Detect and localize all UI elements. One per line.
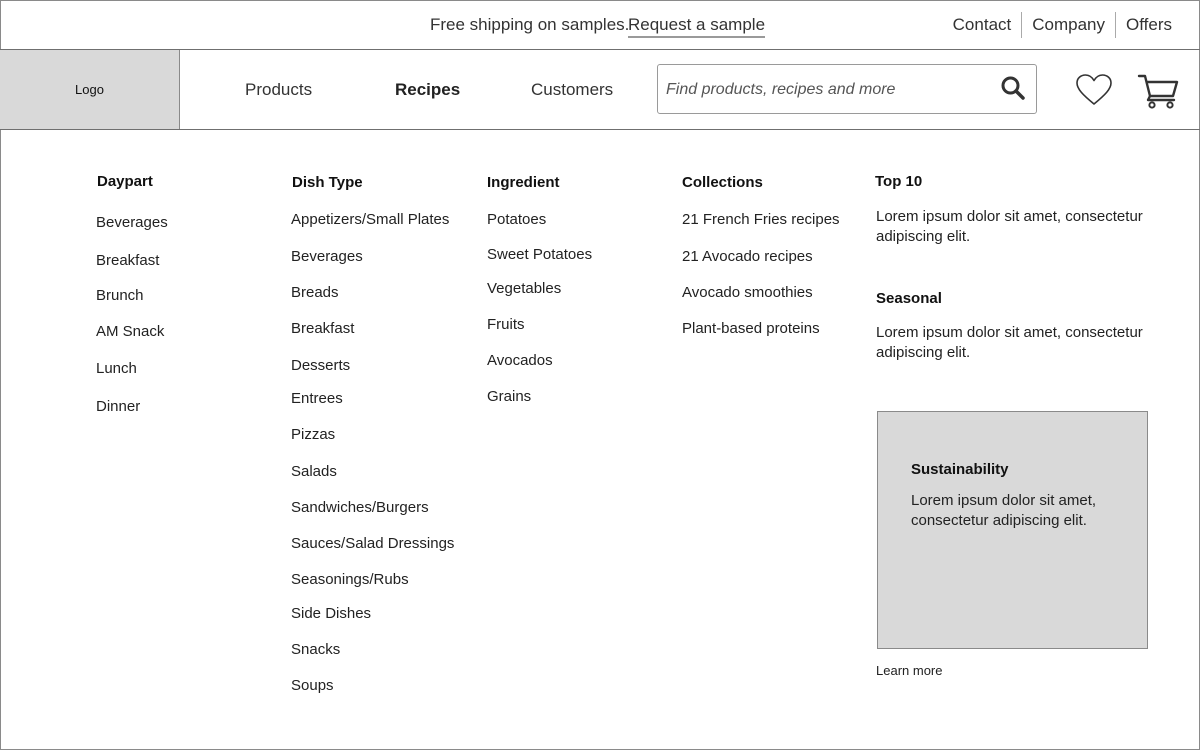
ingredient-link[interactable]: Fruits — [487, 316, 525, 333]
logo[interactable] — [0, 50, 180, 129]
search-input[interactable] — [664, 75, 988, 105]
contact-link[interactable]: Contact — [952, 15, 1012, 34]
dish-type-heading: Dish Type — [292, 174, 363, 191]
dish-type-link[interactable]: Entrees — [291, 390, 343, 407]
dish-type-link[interactable]: Breakfast — [291, 320, 355, 337]
search-box — [657, 64, 1037, 114]
utility-bar — [0, 0, 1200, 50]
heart-icon[interactable] — [1075, 73, 1113, 107]
cart-icon[interactable] — [1137, 71, 1179, 109]
request-sample-link[interactable]: Request a sample — [628, 15, 765, 38]
daypart-link[interactable]: Lunch — [96, 360, 137, 377]
dish-type-link[interactable]: Soups — [291, 677, 334, 694]
search-icon[interactable] — [1000, 75, 1026, 101]
sustainability-heading: Sustainability — [911, 461, 1009, 478]
daypart-link[interactable]: Dinner — [96, 398, 141, 415]
dish-type-link[interactable]: Snacks — [291, 641, 341, 658]
seasonal-heading[interactable]: Seasonal — [876, 290, 942, 307]
utility-links — [943, 12, 1182, 38]
top10-heading[interactable]: Top 10 — [875, 173, 923, 190]
collection-link[interactable]: Avocado smoothies — [682, 284, 813, 301]
dish-type-link[interactable]: Beverages — [291, 248, 363, 265]
collection-link[interactable]: 21 Avocado recipes — [682, 248, 813, 265]
dish-type-link[interactable]: Side Dishes — [291, 605, 372, 622]
ingredient-link[interactable]: Grains — [487, 388, 532, 405]
dish-type-link[interactable]: Sauces/Salad Dressings — [291, 535, 455, 552]
daypart-heading: Daypart — [97, 173, 153, 190]
ingredient-heading: Ingredient — [487, 174, 560, 191]
sustainability-promo-card[interactable] — [877, 411, 1148, 649]
ingredient-link[interactable]: Potatoes — [487, 211, 547, 228]
company-link[interactable]: Company — [1032, 15, 1106, 34]
dish-type-link[interactable]: Salads — [291, 463, 337, 480]
collection-link[interactable]: 21 French Fries recipes — [682, 211, 840, 228]
ingredient-link[interactable]: Sweet Potatoes — [487, 246, 593, 263]
nav-customers[interactable]: Customers — [531, 80, 614, 99]
dish-type-link[interactable]: Pizzas — [291, 426, 336, 443]
offers-link[interactable]: Offers — [1126, 15, 1172, 34]
collections-heading: Collections — [682, 174, 763, 191]
seasonal-description: Lorem ipsum dolor sit amet, consectetur adipiscing elit. — [876, 324, 1143, 361]
sustainability-description: Lorem ipsum dolor sit amet, consectetur adipiscing elit. — [911, 492, 1097, 529]
daypart-link[interactable]: AM Snack — [96, 323, 165, 340]
nav-products[interactable]: Products — [245, 80, 313, 99]
learn-more-link[interactable]: Learn more — [876, 663, 943, 678]
dish-type-link[interactable]: Sandwiches/Burgers — [291, 499, 429, 516]
collection-link[interactable]: Plant-based proteins — [682, 320, 820, 337]
main-nav — [0, 50, 1200, 130]
shipping-promo-text: Free shipping on samples. — [430, 15, 630, 34]
nav-recipes[interactable]: Recipes — [395, 80, 461, 99]
dish-type-link[interactable]: Appetizers/Small Plates — [291, 211, 450, 228]
daypart-link[interactable]: Beverages — [96, 214, 168, 231]
daypart-link[interactable]: Breakfast — [96, 252, 160, 269]
logo-text: Logo — [75, 82, 104, 97]
dish-type-link[interactable]: Breads — [291, 284, 339, 301]
top10-description: Lorem ipsum dolor sit amet, consectetur adipiscing elit. — [876, 208, 1143, 245]
ingredient-link[interactable]: Vegetables — [487, 280, 562, 297]
ingredient-link[interactable]: Avocados — [487, 352, 553, 369]
dish-type-link[interactable]: Desserts — [291, 357, 351, 374]
daypart-link[interactable]: Brunch — [96, 287, 144, 304]
dish-type-link[interactable]: Seasonings/Rubs — [291, 571, 409, 588]
